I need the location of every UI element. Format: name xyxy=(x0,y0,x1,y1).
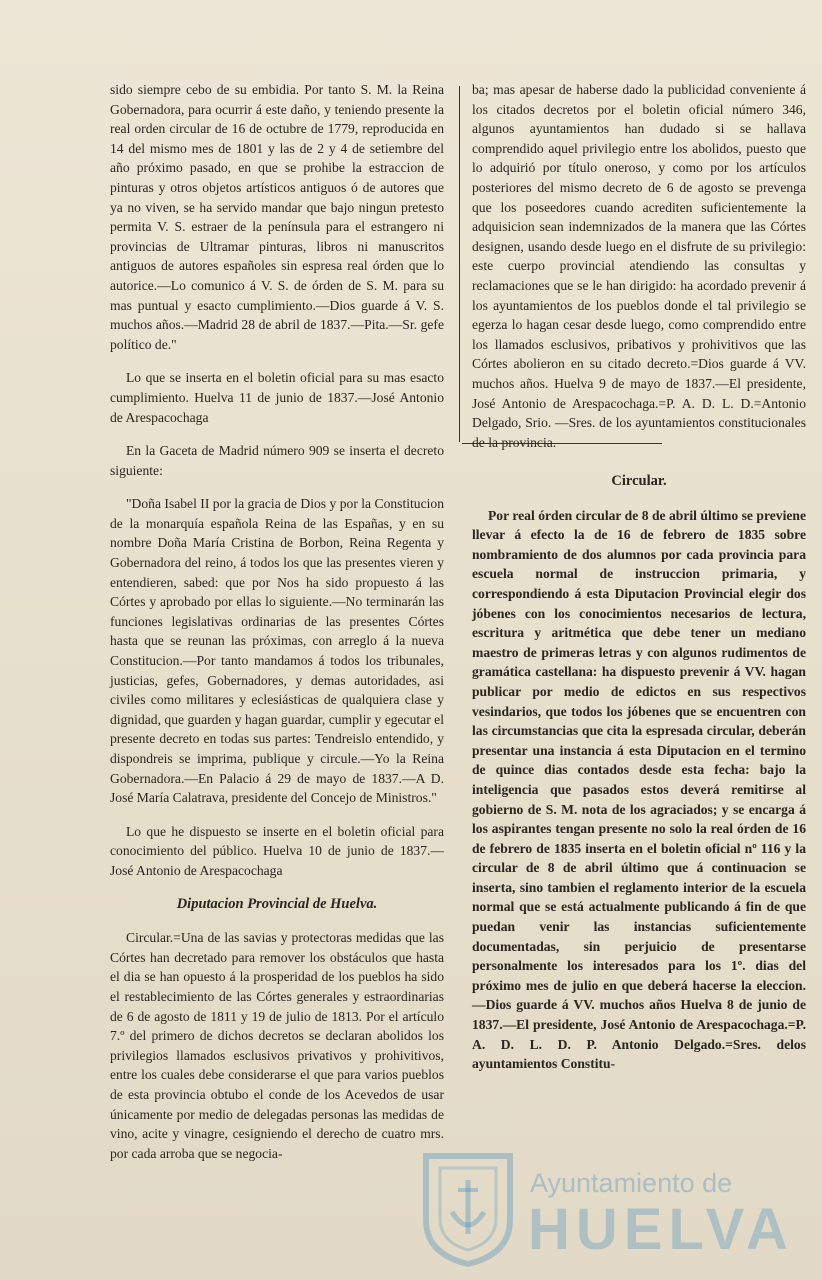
right-column-top xyxy=(472,80,806,452)
paragraph-circular-privilegios: Circular.=Una de las savias y protectoras medidas que las Córtes han decretado para remover los obstáculos que hasta el dia se han opuesto á la prosperidad de los pueblos ha sido el restablecimiento de las Córtes generales y estraordinarias de 6 de agosto de 1811 y 19 de julio de 1813. Por el artículo 7.º del primero de dichos decretos se declaran abolidos los privilegios llamados esclusivos privativos y prohivitivos, entre los cuales debe considerarse el que para varios pueblos de esta provincia obtubo el conde de los Acevedos de usar únicamente por medio de delegadas personas las medidas de vino, acite y vinagre, cesigniendo el derecho de cuatro mrs. por cada arroba que se negocia- xyxy=(110,930,444,1161)
section-heading-diputacion: Diputacion Provincial de Huelva. xyxy=(176,895,378,912)
paragraph-gaceta-intro: En la Gaceta de Madrid número 909 se inserta el decreto siguiente: xyxy=(110,443,444,478)
right-column-bottom xyxy=(472,472,806,1074)
column-divider xyxy=(459,86,460,442)
left-column xyxy=(110,80,444,1163)
paragraph-dispuesto: Lo que he dispuesto se inserte en el boletin oficial para conocimiento del público. Huelva 10 de junio de 1837.—José Antonio de Arespacochaga xyxy=(110,823,444,878)
watermark-line-2: HUELVA xyxy=(528,1197,794,1262)
paragraph-circular-alumnos: Por real órden circular de 8 de abril último se previene llevar á efecto la de 16 de febrero de 1835 sobre nombramiento de dos alumnos por cada provincia para escuela normal de instruccion primaria, y correspondiendo á esta Diputacion Provincial elegir dos jóbenes con los conocimientos necesarios de lectura, escritura y aritmética que debe tener un mediano maestro de primeras letras y con algunos rudimentos de gramática castellana: ha dispuesto prevenir á VV. hagan publicar por medio de edictos en sus respectivos vesindarios, que todos los jóbenes que se encuentren con las circumstancias que cita la espresada circular, deberán presentar una instancia á esta Diputacion en el termino de quince dias contados desde esta fecha: bajo la inteligencia que pasados estos deverá remitirse al gobierno de S. M. nota de los agraciados; y se encarga á los aspirantes tengan presente no solo la real órden de 16 de febrero de 1835 inserta en el boletin oficial nº 116 y la circular de 8 de abril último que á continuacion se inserta, sino tambien el reglamento interior de la escuela normal que se está actualmente publicando á fin de que puedan venir las instancias suficientemente documentadas, sin perjuicio de presentarse personalmente los interesados para los 1º. dias del próximo mes de julio en que deberá hacerse la eleccion.—Dios guarde á VV. muchos años Huelva 8 de junio de 1837.—El presidente, José Antonio de Arespacochaga.=P. A. D. L. D. P. Antonio Delgado.=Sres. delos ayuntamientos Constitu- xyxy=(472,507,806,1072)
paragraph-inserta-boletin: Lo que se inserta en el boletin oficial para su mas esacto cumplimiento. Huelva 11 de junio de 1837.—José Antonio de Arespacochaga xyxy=(110,370,444,425)
paragraph-continuation: ba; mas apesar de haberse dado la publicidad conveniente á los citados decretos por el boletin oficial número 346, algunos ayuntamientos han dudado si se hallava comprendido aquel privilegio entre los abolidos, puesto que lo adquirió por título oneroso, y como por los artículos posteriores del mismo decreto de 6 de agosto se prevenga que los poseedores cuando acrediten suficientemente la adquisicion sean indemnizados de la manera que las Córtes designen, usando desde luego en el disfrute de su privilegio: este cuerpo provincial atendiendo las consultas y reclamaciones que se le han dirigido: ha acordado prevenir á los ayuntamientos de los pueblos donde el tal privilegio se egerza lo hagan cesar desde luego, como comprendido entre los llamados esclusivos, pribativos y prohivitivos que las Córtes abolieron en su citado decreto.=Dios guarde á VV. muchos años. Huelva 9 de mayo de 1837.—El presidente, José Antonio de Arespacochaga.=P. A. D. L. D.=Antonio Delgado, Srio. —Sres. de los ayuntamientos constitucionales de la provincia. xyxy=(472,82,806,450)
shield-logo-icon xyxy=(418,1150,518,1268)
paragraph-real-orden-conclusion: sido siempre cebo de su embidia. Por tanto S. M. la Reina Gobernadora, para ocurrir á este daño, y teniendo presente la real orden circular de 16 de octubre de 1779, reproducida en 14 del mismo mes de 1801 y las de 2 y 4 de setiembre del año próximo pasado, en que se prohibe la estraccion de pinturas y otros objetos artísticos antiguos ó de autores que ya no viven, se ha servido mandar que bajo ningun pretesto permita V. S. estraer de la península para el estrangero ni provincias de Ultramar pinturas, libros ni manuscritos antiguos de autores españoles sin espresa real órden que lo autorice.—Lo comunico á V. S. de órden de S. M. para su mas puntual y esacto cumplimiento.—Dios guarde á V. S. muchos años.—Madrid 28 de abril de 1837.—Pita.—Sr. gefe político de." xyxy=(110,82,444,352)
archive-watermark xyxy=(418,1150,818,1270)
section-heading-circular: Circular. xyxy=(611,473,667,489)
paragraph-decreto: "Doña Isabel II por la gracia de Dios y por la Constitucion de la monarquía española Reina de las Españas, y en su nombre Doña María Cristina de Borbon, Reina Regenta y Gobernadora del reino, á todos los que las presentes vieren y entendieren, sabed: que por Nos ha sido propuesto á las Córtes y aprobado por ellas lo siguiente.—No terminarán las funciones legislativas ordinarias de las presentes Córtes hasta que se reunan las próximas, con arreglo á la nueva Constitucion.—Por tanto mandamos á todos los tribunales, justicias, gefes, Gobernadores, y demas autoridades, asi civiles como militares y eclesiásticas de qualquiera clase y dignidad, que guarden y hagan guardar, cumplir y egecutar el presente decreto en todas sus partes: Tendreislo entendido, y dispondreis se imprima, publique y circule.—Yo la Reina Gobernadora.—En Palacio á 29 de mayo de 1837.—A D. José María Calatrava, presidente del Concejo de Ministros." xyxy=(110,496,444,806)
watermark-line-1: Ayuntamiento de xyxy=(530,1168,733,1198)
